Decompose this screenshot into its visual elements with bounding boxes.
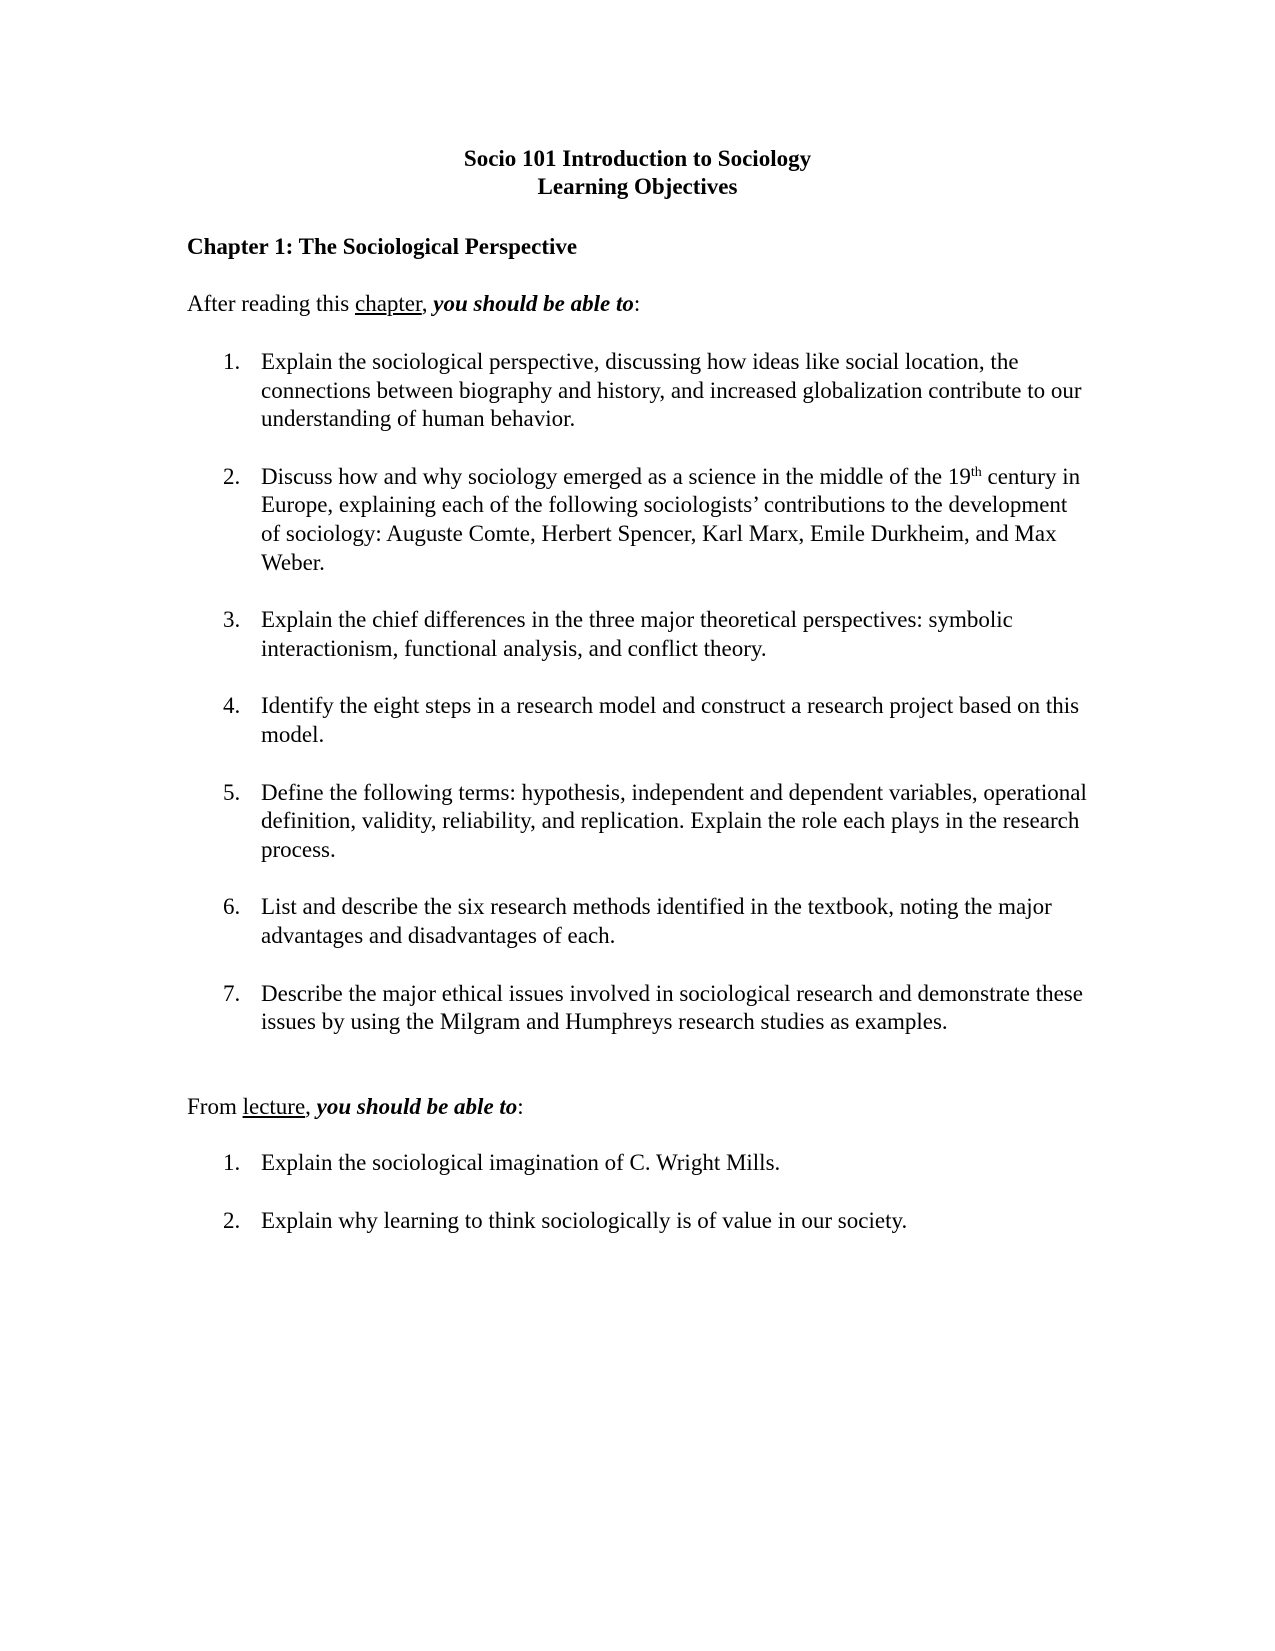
document-title — [0, 145, 1275, 201]
lecture-intro-colon: : — [517, 1094, 524, 1119]
list-item-text: Define the following terms: hypothesis, independent and dependent variables, operational definition, validity, reliability, and replication. Explain the role each plays in the research process. — [261, 779, 1087, 862]
list-item-text-before: Discuss how and why sociology emerged as a science in the middle of the 19 — [261, 463, 971, 489]
list-item — [187, 463, 1087, 577]
list-item-text: Describe the major ethical issues involved in sociological research and demonstrate these issues by using the Milgram and Humphreys research studies as examples. — [261, 980, 1083, 1035]
list-item-text — [261, 463, 1087, 577]
document-subtitle: Learning Objectives — [537, 174, 738, 199]
list-item-number: 6. — [223, 894, 241, 920]
list-item-number: 2. — [223, 1207, 241, 1233]
list-item — [187, 779, 1087, 865]
chapter-intro — [187, 290, 640, 318]
list-item-text: Explain the sociological imagination of C. Wright Mills. — [261, 1150, 781, 1175]
list-item-text: List and describe the six research methods identified in the textbook, noting the major advantages and disadvantages of each. — [261, 894, 1052, 948]
list-item-number: 1. — [223, 349, 241, 374]
lecture-objectives-list — [187, 1149, 1087, 1264]
list-item-number: 3. — [223, 607, 241, 633]
list-item-number: 2. — [223, 463, 241, 489]
list-item — [187, 893, 1087, 950]
list-item-text: Explain why learning to think sociologically is of value in our society. — [261, 1207, 908, 1233]
list-item-number: 5. — [223, 779, 241, 805]
list-item-text: Explain the sociological perspective, discussing how ideas like social location, the connections between biography and history, and increased globalization contribute to our understanding of human behavior. — [261, 349, 1082, 432]
list-item-text: Identify the eight steps in a research model and construct a research project based on this model. — [261, 693, 1080, 747]
chapter-heading: Chapter 1: The Sociological Perspective — [187, 234, 578, 259]
list-item — [187, 980, 1087, 1037]
chapter-objectives-list — [187, 348, 1087, 1066]
chapter-intro-comma: , — [421, 291, 428, 316]
superscript-ordinal: th — [970, 464, 982, 480]
list-item-number: 1. — [223, 1150, 241, 1175]
lecture-intro-prefix: From — [187, 1094, 243, 1119]
lecture-intro — [187, 1093, 524, 1121]
list-item-number: 7. — [223, 980, 241, 1006]
lecture-intro-underlined: lecture — [242, 1094, 306, 1119]
lecture-intro-comma: , — [305, 1094, 311, 1119]
list-item — [187, 1149, 1087, 1178]
chapter-intro-underlined: chapter — [354, 291, 422, 316]
list-item-number: 4. — [223, 693, 241, 719]
lecture-intro-emphasis: you should be able to — [310, 1094, 518, 1119]
list-item — [187, 692, 1087, 749]
list-item-text-after: century in Europe, explaining each of the following sociologists’ contributions to the development of sociology: Auguste Comte, Herbert Spencer, Karl Marx, Emile Durkheim, and Max Weber. — [261, 463, 1081, 575]
list-item — [187, 348, 1087, 434]
chapter-intro-prefix: After reading this — [187, 291, 355, 316]
list-item-text: Explain the chief differences in the three major theoretical perspectives: symbolic interactionism, functional analysis, and conflict theory. — [261, 607, 1013, 661]
list-item — [187, 1207, 1087, 1236]
course-title: Socio 101 Introduction to Sociology — [463, 146, 812, 171]
list-item — [187, 606, 1087, 663]
chapter-intro-emphasis: you should be able to — [427, 291, 634, 316]
chapter-intro-colon: : — [633, 291, 641, 316]
